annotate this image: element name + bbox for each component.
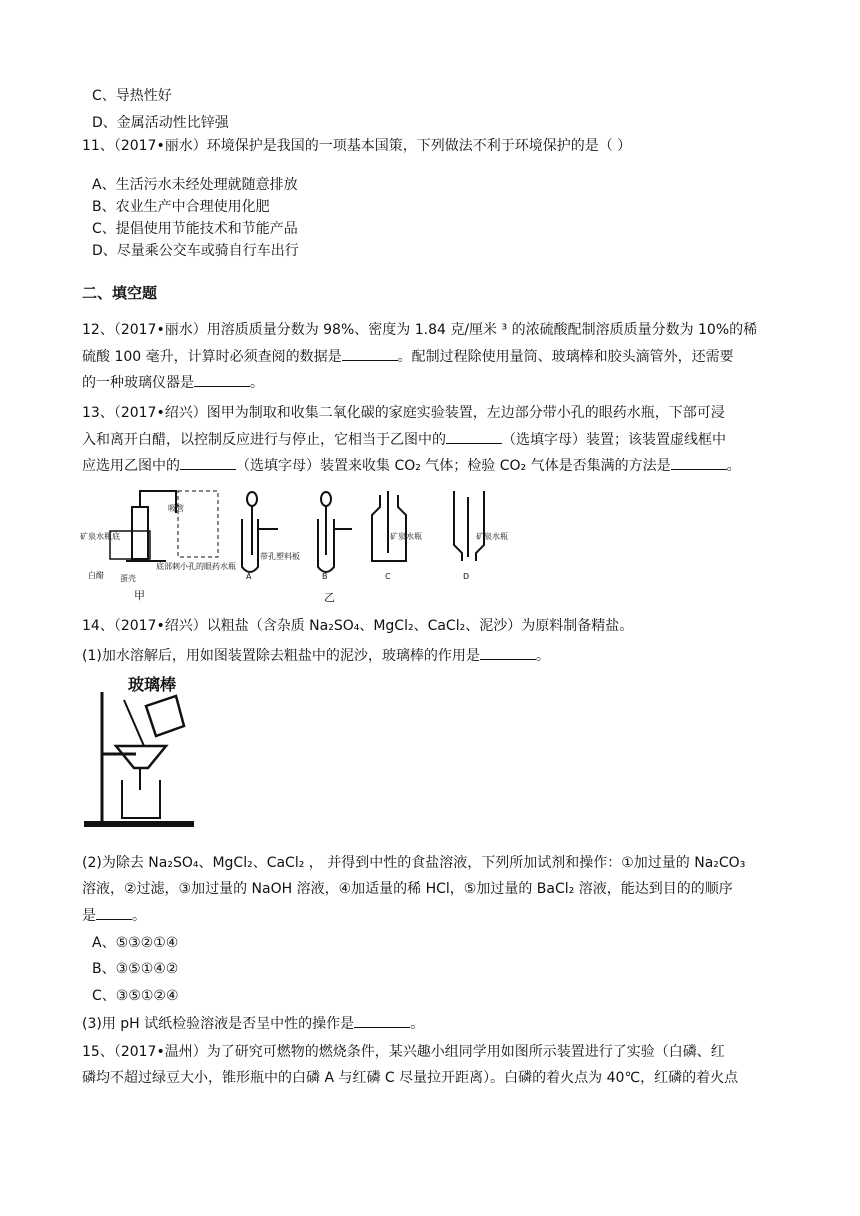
q14-option-b: B、③⑤①④②	[92, 961, 179, 977]
q15-line2: 磷均不超过绿豆大小，锥形瓶中的白磷 A 与红磷 C 尽量拉开距离）。白磷的着火点为 40℃，红磷的着火点	[82, 1070, 739, 1086]
label-eyedrop-bottle: 底部刺小孔的眼药水瓶	[156, 562, 236, 571]
label-bottle-d: 矿泉水瓶	[476, 532, 508, 541]
letter-b: B	[322, 572, 328, 581]
q11-option-b: B、农业生产中合理使用化肥	[92, 199, 270, 215]
apparatus-d	[454, 491, 484, 561]
q13-blank-2[interactable]	[180, 454, 236, 470]
q13-blank-3[interactable]	[671, 454, 727, 470]
caption-jia: 甲	[134, 589, 145, 602]
q14-part2-line1: (2)为除去 Na₂SO₄、MgCl₂、CaCl₂ ， 并得到中性的食盐溶液，下列所加试剂和操作：①加过量的 Na₂CO₃	[82, 855, 746, 871]
q12-line3: 的一种玻璃仪器是 。	[82, 371, 264, 394]
q14-stem: 14、（2017•绍兴）以粗盐（含杂质 Na₂SO₄、MgCl₂、CaCl₂、泥沙）为原料制备精盐。	[82, 618, 634, 634]
label-plastic-board: 带孔塑料板	[260, 552, 300, 561]
label-xiguan: 吸管	[168, 504, 184, 513]
q13-line1: 13、（2017•绍兴）图甲为制取和收集二氧化碳的家庭实验装置，左边部分带小孔的眼药水瓶，下部可浸	[82, 405, 725, 421]
q11-option-d: D、尽量乘公交车或骑自行车出行	[92, 243, 299, 259]
q15-line1: 15、（2017•温州）为了研究可燃物的燃烧条件，某兴趣小组同学用如图所示装置进行了实验（白磷、红	[82, 1044, 725, 1060]
q14-blank-3[interactable]	[354, 1012, 410, 1028]
apparatus-b	[318, 492, 352, 572]
q13-apparatus-figure	[80, 483, 510, 605]
q14-blank-1[interactable]	[480, 644, 536, 660]
label-bottle-bottom: 矿泉水瓶底	[80, 532, 120, 541]
q14-part2-line3: 是 。	[82, 904, 146, 927]
q12-line2: 硫酸 100 毫升，计算时必须查阅的数据是 。配制过程除使用量筒、玻璃棒和胶头滴管外，还需要	[82, 345, 734, 368]
q14-filtration-figure	[82, 672, 202, 834]
section-title-fill-blank: 二、填空题	[82, 284, 158, 302]
letter-c: C	[385, 572, 391, 581]
letter-d: D	[463, 572, 470, 581]
q13-blank-1[interactable]	[446, 428, 502, 444]
q13-line2: 入和离开白醋，以控制反应进行与停止，它相当于乙图中的 （选填字母）装置；该装置虚线框中	[82, 428, 726, 451]
letter-a: A	[246, 572, 252, 581]
apparatus-c	[372, 491, 406, 561]
q12-blank-1[interactable]	[342, 345, 398, 361]
q14-part3: (3)用 pH 试纸检验溶液是否呈中性的操作是 。	[82, 1012, 424, 1035]
q10-option-d: D、金属活动性比锌强	[92, 115, 229, 131]
q14-part2-line2: 溶液，②过滤，③加过量的 NaOH 溶液，④加适量的稀 HCl，⑤加过量的 BaCl₂ 溶液，能达到目的的顺序	[82, 881, 733, 897]
label-eggshell: 蛋壳	[120, 574, 136, 583]
q13-line3: 应选用乙图中的 （选填字母）装置来收集 CO₂ 气体；检验 CO₂ 气体是否集满的方法是 。	[82, 454, 741, 477]
q11-option-a: A、生活污水未经处理就随意排放	[92, 177, 298, 193]
q14-blank-2[interactable]	[96, 904, 132, 920]
q11-option-c: C、提倡使用节能技术和节能产品	[92, 221, 298, 237]
q14-option-a: A、⑤③②①④	[92, 935, 179, 951]
q12-blank-2[interactable]	[194, 371, 250, 387]
q14-part1: (1)加水溶解后，用如图装置除去粗盐中的泥沙，玻璃棒的作用是 。	[82, 644, 550, 667]
caption-yi: 乙	[324, 591, 335, 604]
label-bottle-c: 矿泉水瓶	[390, 532, 422, 541]
q12-line1: 12、（2017•丽水）用溶质质量分数为 98%、密度为 1.84 克/厘米 ³ 的浓硫酸配制溶质质量分数为 10%的稀	[82, 322, 758, 338]
q11-stem: 11、（2017•丽水）环境保护是我国的一项基本国策，下列做法不利于环境保护的是（ ）	[82, 138, 632, 154]
q14-option-c: C、③⑤①②④	[92, 988, 179, 1004]
q10-option-c: C、导热性好	[92, 88, 172, 104]
label-vinegar: 白醋	[88, 571, 104, 580]
label-glass-rod: 玻璃棒	[128, 675, 177, 694]
apparatus-jia	[110, 491, 218, 561]
